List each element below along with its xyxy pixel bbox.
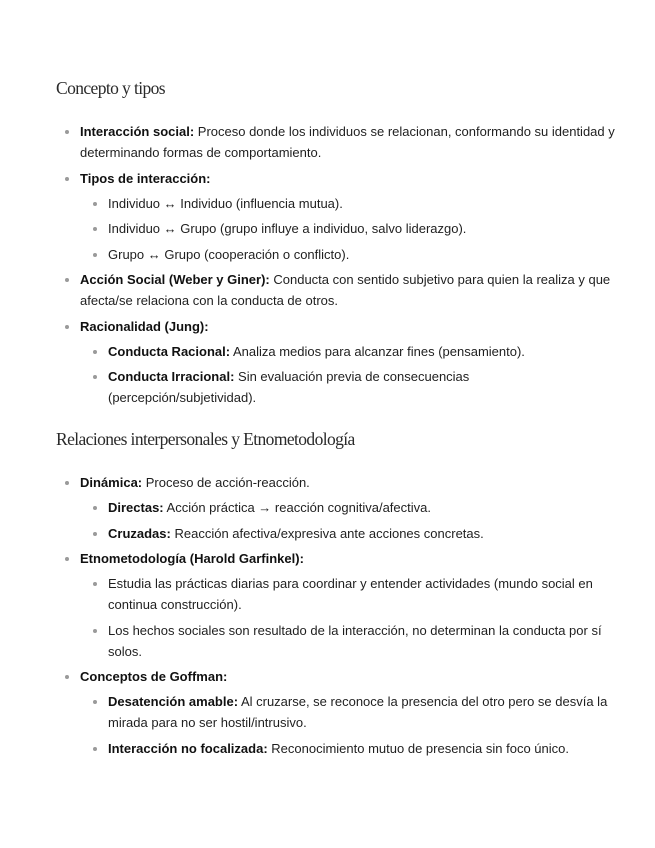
term-label: Conducta Irracional: — [108, 369, 235, 384]
term-label: Etnometodología (Harold Garfinkel): — [80, 551, 304, 566]
list-item-cruzadas — [80, 523, 615, 544]
term-definition: Sin evaluación previa de consecuencias (percepción/subjetividad). — [108, 369, 470, 405]
term-label: Tipos de interacción: — [80, 170, 211, 186]
list-item-conducta-irracional — [80, 366, 615, 408]
term-label: Interacción social: — [80, 124, 195, 139]
term-definition: Analiza medios para alcanzar fines (pensamiento). — [230, 343, 525, 359]
term-label: Directas: — [108, 500, 164, 515]
list-item-interaccion-no-focalizada — [80, 738, 615, 759]
term-label: Dinámica: — [80, 475, 143, 490]
sublist-goffman — [80, 691, 615, 759]
section-title-concepto-y-tipos: Concepto y tipos — [56, 78, 166, 98]
list-item-directas — [80, 497, 615, 518]
term-definition: Reconocimiento mutuo de presencia sin foco único. — [267, 740, 569, 756]
sublist-tipos — [80, 193, 615, 265]
list-item-individuo-individuo: Individuo ↔ Individuo (influencia mutua). — [80, 193, 615, 214]
list-relaciones-interpersonales — [56, 472, 615, 759]
sublist-etnometodologia — [80, 573, 615, 662]
term-definition: Acción práctica → reacción cognitiva/afectiva. — [163, 500, 431, 515]
list-item-hechos-sociales: Los hechos sociales son resultado de la interacción, no determinan la conducta por sí solos. — [80, 620, 615, 662]
term-definition: Proceso de acción-reacción. — [142, 475, 310, 490]
sublist-racionalidad — [80, 341, 615, 409]
term-definition: Proceso donde los individuos se relacionan, conformando su identidad y determinando formas de comportamiento. — [80, 124, 615, 160]
list-item-individuo-grupo: Individuo ↔ Grupo (grupo influye a individuo, salvo liderazgo). — [80, 218, 615, 239]
term-label: Acción Social (Weber y Giner): — [80, 272, 270, 287]
list-item-practicas-diarias: Estudia las prácticas diarias para coordinar y entender actividades (mundo social en continua construcción). — [80, 573, 615, 615]
list-item-dinamica — [56, 472, 615, 544]
list-item-conducta-racional — [80, 341, 615, 362]
term-definition: Reacción afectiva/expresiva ante acciones concretas. — [170, 525, 484, 541]
list-item-tipos-de-interaccion — [56, 168, 615, 265]
list-item-interaccion-social — [56, 121, 615, 163]
term-label: Racionalidad (Jung): — [80, 318, 209, 334]
term-label: Desatención amable: — [108, 694, 239, 709]
term-definition: Al cruzarse, se reconoce la presencia del otro pero se desvía la mirada para no ser hostil/intrusivo. — [108, 694, 608, 730]
term-definition: Conducta con sentido subjetivo para quien la realiza y que afecta/se relaciona con la conducta de otros. — [80, 272, 611, 308]
list-concepto-y-tipos — [56, 121, 615, 408]
term-label: Conceptos de Goffman: — [80, 669, 228, 684]
list-item-desatencion-amable — [80, 691, 615, 733]
list-item-etnometodologia — [56, 548, 615, 662]
list-item-racionalidad — [56, 316, 615, 409]
section-title-relaciones-interpersonales: Relaciones interpersonales y Etnometodología — [56, 429, 355, 449]
term-label: Conducta Racional: — [108, 343, 231, 359]
term-label: Cruzadas: — [108, 525, 171, 541]
term-label: Interacción no focalizada: — [108, 740, 268, 756]
list-item-accion-social — [56, 269, 615, 311]
list-item-grupo-grupo: Grupo ↔ Grupo (cooperación o conflicto). — [80, 244, 615, 265]
sublist-dinamica — [80, 497, 615, 544]
list-item-conceptos-goffman — [56, 666, 615, 759]
